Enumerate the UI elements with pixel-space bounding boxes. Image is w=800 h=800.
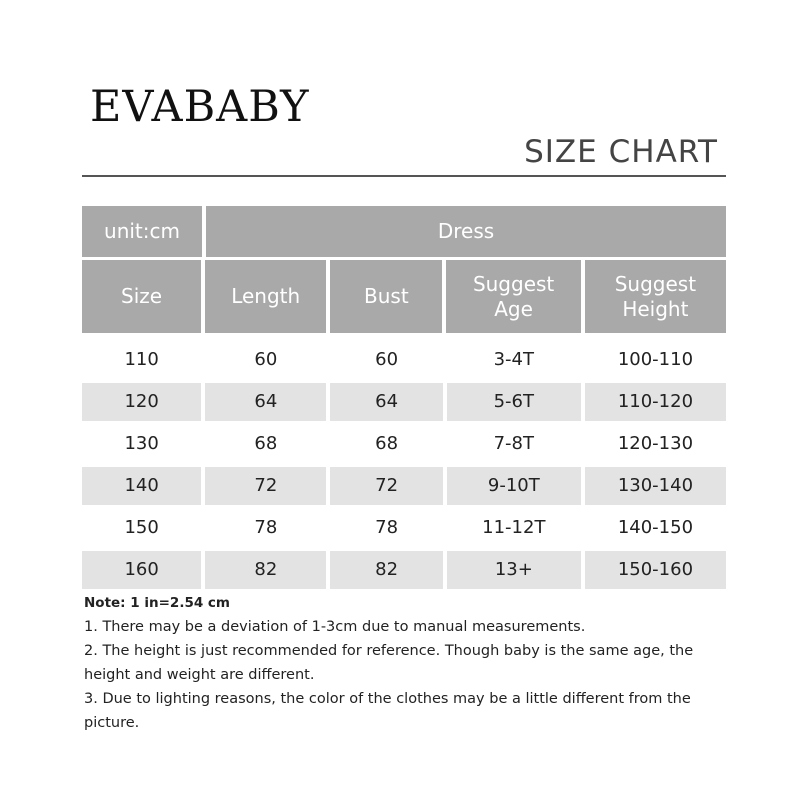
note-line: 3. Due to lighting reasons, the color of the clothes may be a little different from the picture. <box>84 691 691 731</box>
cell-age: 11-12T <box>482 516 546 538</box>
cell-size: 120 <box>82 383 201 421</box>
notes-section <box>84 591 724 735</box>
title-divider <box>82 175 726 177</box>
table-row <box>82 425 726 463</box>
column-header-length: Length <box>205 260 326 333</box>
cell-length: 82 <box>205 551 326 589</box>
cell-height: 140-150 <box>617 516 694 538</box>
cell-length: 68 <box>254 432 278 454</box>
cell-age: 5-6T <box>447 383 581 421</box>
cell-bust: 60 <box>375 348 399 370</box>
cell-height: 130-140 <box>585 467 726 505</box>
note-line: 1. There may be a deviation of 1-3cm due to manual measurements. <box>84 619 586 635</box>
size-table <box>82 206 726 589</box>
cell-height: 150-160 <box>585 551 726 589</box>
column-header-size: Size <box>82 260 201 333</box>
cell-bust: 72 <box>330 467 442 505</box>
table-row <box>82 509 726 547</box>
brand-logo: EVABABY <box>90 82 310 132</box>
cell-height: 120-130 <box>617 432 694 454</box>
cell-height: 110-120 <box>585 383 726 421</box>
column-header-suggest-height: Suggest Height <box>585 260 726 333</box>
table-row <box>82 383 726 421</box>
cell-size: 130 <box>124 432 159 454</box>
table-row <box>82 467 726 505</box>
cell-length: 72 <box>205 467 326 505</box>
cell-bust: 64 <box>330 383 442 421</box>
cell-age: 3-4T <box>493 348 535 370</box>
cell-height: 100-110 <box>617 348 694 370</box>
table-header-row-1 <box>82 206 726 257</box>
column-header-suggest-age: Suggest Age <box>446 260 580 333</box>
cell-bust: 78 <box>375 516 399 538</box>
page-title: SIZE CHART <box>524 134 718 170</box>
cell-length: 60 <box>254 348 278 370</box>
cell-age: 13+ <box>447 551 581 589</box>
table-row <box>82 551 726 589</box>
table-row <box>82 341 726 379</box>
cell-bust: 68 <box>375 432 399 454</box>
cell-age: 7-8T <box>493 432 535 454</box>
note-line: 2. The height is just recommended for reference. Though baby is the same age, the height and weight are different. <box>84 643 694 683</box>
cell-age: 9-10T <box>447 467 581 505</box>
cell-size: 160 <box>82 551 201 589</box>
cell-length: 78 <box>254 516 278 538</box>
group-label-cell: Dress <box>206 206 726 257</box>
table-header-row-2 <box>82 260 726 333</box>
notes-title: Note: 1 in=2.54 cm <box>84 595 231 611</box>
unit-label-cell: unit:cm <box>82 206 202 257</box>
cell-size: 150 <box>124 516 159 538</box>
cell-size: 140 <box>82 467 201 505</box>
column-header-bust: Bust <box>330 260 442 333</box>
cell-bust: 82 <box>330 551 442 589</box>
cell-size: 110 <box>124 348 159 370</box>
cell-length: 64 <box>205 383 326 421</box>
